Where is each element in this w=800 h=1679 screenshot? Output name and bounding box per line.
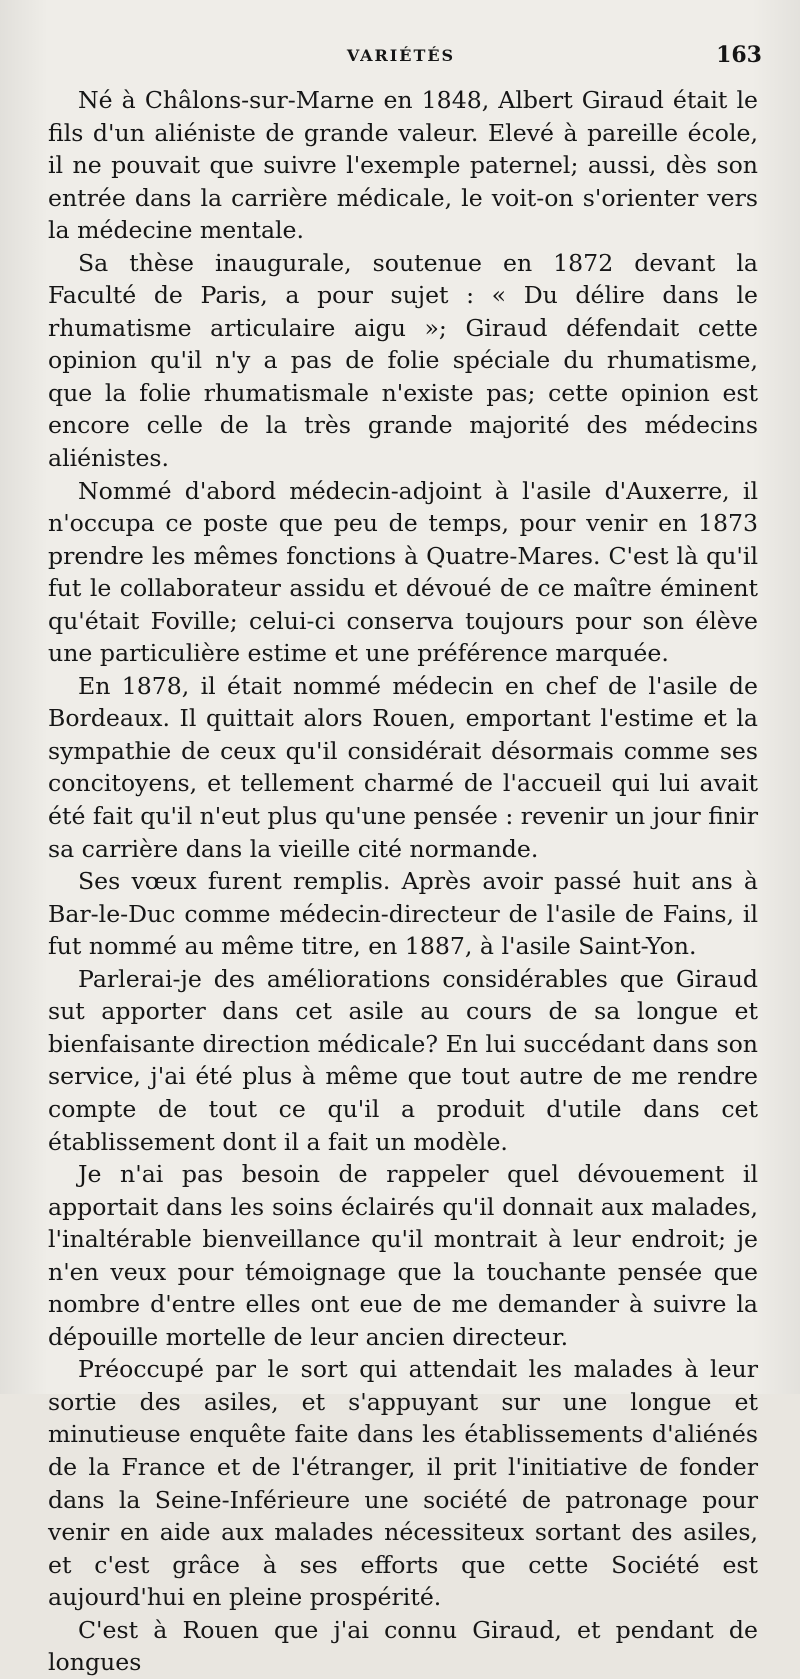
paragraph-rouen: C'est à Rouen que j'ai connu Giraud, et pendant de longues: [48, 1615, 758, 1677]
running-head: VARIÉTÉS: [346, 46, 456, 65]
paragraph-devotion: Je n'ai pas besoin de rappeler quel dévouement il apportait dans les soins éclairés qu'il donnait aux malades, l'inaltérable bienveillance qu'il montrait à leur endroit; je n'en veux pour témoignage que la touchante pensée que nombre d'entre elles ont eue de me demander à suivre la dépouille mortelle de leur ancien directeur.: [48, 1160, 758, 1351]
paragraph-birth: Né à Châlons-sur-Marne en 1848, Albert Giraud était le fils d'un aliéniste de grande valeur. Elevé à pareille école, il ne pouvait que suivre l'exemple paternel; aussi, dès son entrée dans la carrière médicale, le voit-on s'orienter vers la médecine mentale.: [48, 86, 758, 245]
body-text: [48, 84, 758, 1679]
page-header: [40, 40, 762, 76]
paragraph-improvements: Parlerai-je des améliorations considérables que Giraud sut apporter dans cet asile au cours de sa longue et bienfaisante direction médicale? En lui succédant dans son service, j'ai été plus à même que tout autre de me rendre compte de tout ce qu'il a produit d'utile dans cet établissement dont il a fait un modèle.: [48, 964, 758, 1156]
paragraph-bordeaux: En 1878, il était nommé médecin en chef de l'asile de Bordeaux. Il quittait alors Rouen, emportant l'estime et la sympathie de ceux qu'il considérait désormais comme ses concitoyens, et tellement charmé de l'accueil qui lui avait été fait qu'il n'eut plus qu'une pensée : revenir un jour finir sa carrière dans la vieille cité normande.: [48, 671, 758, 863]
paragraph-patronage: Préoccupé par le sort qui attendait les malades à leur sortie des asiles, et s'appuyant sur une longue et minutieuse enquête faite dans les établissements d'aliénés de la France et de l'étranger, il prit l'initiative de fonder dans la Seine-Inférieure une société de patronage pour venir en aide aux malades nécessiteux sortant des asiles, et c'est grâce à ses efforts que cette Société est aujourd'hui en pleine prospérité.: [48, 1355, 758, 1612]
paragraph-auxerre: Nommé d'abord médecin-adjoint à l'asile d'Auxerre, il n'occupa ce poste que peu de temps, pour venir en 1873 prendre les mêmes fonctions à Quatre-Mares. C'est là qu'il fut le collaborateur assidu et dévoué de ce maître éminent qu'était Foville; celui-ci conserva toujours pour son élève une particulière estime et une préférence marquée.: [48, 476, 758, 668]
page-number: 163: [716, 42, 762, 68]
paragraph-thesis: Sa thèse inaugurale, soutenue en 1872 devant la Faculté de Paris, a pour sujet : « Du délire dans le rhumatisme articulaire aigu »; Giraud défendait cette opinion qu'il n'y a pas de folie spéciale du rhumatisme, que la folie rhumatismale n'existe pas; cette opinion est encore celle de la très grande majorité des médecins aliénistes.: [48, 248, 758, 473]
paragraph-saint-yon: Ses vœux furent remplis. Après avoir passé huit ans à Bar-le-Duc comme médecin-directeur de l'asile de Fains, il fut nommé au même titre, en 1887, à l'asile Saint-Yon.: [48, 867, 758, 961]
